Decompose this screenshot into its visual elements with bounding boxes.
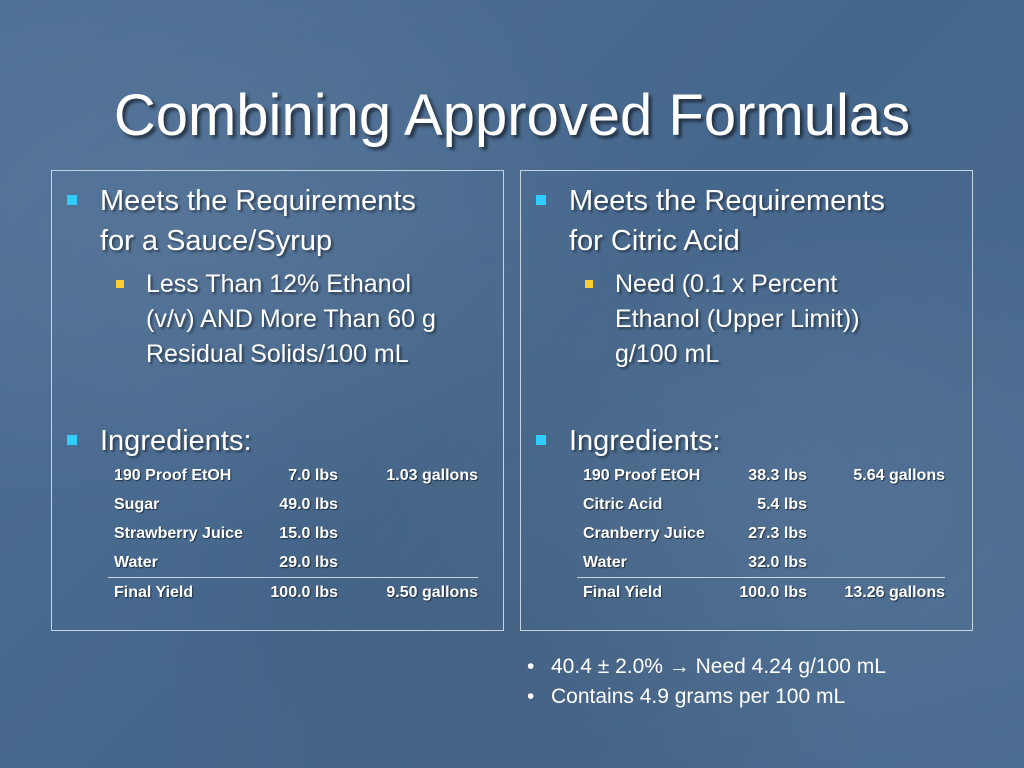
right-sub-line-3: g/100 mL — [615, 340, 720, 368]
left-heading — [100, 181, 416, 261]
square-bullet-icon — [536, 195, 546, 205]
ingredient-volume — [807, 519, 945, 548]
ingredient-volume: 13.26 gallons — [807, 578, 945, 608]
ingredient-name: Cranberry Juice — [583, 524, 705, 542]
ingredient-volume — [338, 548, 478, 578]
ingredient-name: Water — [114, 553, 158, 571]
ingredient-weight: 38.3 lbs — [748, 466, 807, 484]
ingredient-volume — [338, 519, 478, 548]
ingredient-volume — [338, 490, 478, 519]
ingredient-weight: 15.0 lbs — [279, 524, 338, 542]
ingredient-weight: 29.0 lbs — [279, 553, 338, 571]
right-subpoint — [615, 267, 860, 372]
table-row — [108, 519, 478, 548]
ingredient-name: Final Yield — [577, 578, 727, 608]
note-text: Contains 4.9 grams per 100 mL — [551, 685, 846, 708]
table-row — [577, 548, 945, 578]
ingredient-weight: 32.0 lbs — [748, 553, 807, 571]
right-ingredients-label: Ingredients: — [569, 425, 721, 457]
left-sub-line-2: (v/v) AND More Than 60 g — [146, 305, 436, 333]
table-row-final-yield — [577, 578, 945, 608]
right-ingredients-heading — [569, 421, 721, 461]
square-bullet-icon — [116, 280, 124, 288]
table-row — [108, 548, 478, 578]
bullet-dot-icon: • — [527, 685, 535, 708]
notes-list — [522, 652, 886, 712]
ingredient-volume: 9.50 gallons — [338, 578, 478, 608]
ingredient-name: Water — [583, 553, 627, 571]
left-subpoint — [146, 267, 436, 372]
left-panel — [51, 170, 504, 631]
ingredient-weight: 100.0 lbs — [258, 578, 338, 608]
ingredient-name: 190 Proof EtOH — [583, 466, 701, 484]
right-sub-line-2: Ethanol (Upper Limit)) — [615, 305, 860, 333]
ingredient-name: Strawberry Juice — [114, 524, 243, 542]
table-row — [577, 461, 945, 490]
ingredient-volume — [807, 490, 945, 519]
table-row — [108, 461, 478, 490]
note-item — [522, 652, 886, 682]
right-heading-line-1: Meets the Requirements — [569, 185, 885, 217]
note-text: 40.4 ± 2.0% → Need 4.24 g/100 mL — [551, 655, 886, 678]
ingredient-volume — [807, 548, 945, 578]
ingredient-weight: 5.4 lbs — [757, 495, 807, 513]
ingredient-weight: 100.0 lbs — [727, 578, 807, 608]
left-sub-line-3: Residual Solids/100 mL — [146, 340, 409, 368]
right-sub-line-1: Need (0.1 x Percent — [615, 270, 838, 298]
table-row — [577, 490, 945, 519]
ingredient-name: Sugar — [114, 495, 160, 513]
table-row — [577, 519, 945, 548]
left-heading-line-2: for a Sauce/Syrup — [100, 225, 333, 257]
right-heading-line-2: for Citric Acid — [569, 225, 740, 257]
right-heading — [569, 181, 885, 261]
square-bullet-icon — [67, 435, 77, 445]
left-sub-line-1: Less Than 12% Ethanol — [146, 270, 412, 298]
square-bullet-icon — [67, 195, 77, 205]
table-row — [108, 490, 478, 519]
ingredient-name: Final Yield — [108, 578, 258, 608]
ingredient-weight: 49.0 lbs — [279, 495, 338, 513]
right-ingredients-table — [577, 461, 945, 607]
square-bullet-icon — [585, 280, 593, 288]
ingredient-weight: 27.3 lbs — [748, 524, 807, 542]
left-ingredients-table — [108, 461, 478, 607]
right-panel — [520, 170, 973, 631]
ingredient-name: 190 Proof EtOH — [114, 466, 232, 484]
ingredient-name: Citric Acid — [583, 495, 663, 513]
table-row-final-yield — [108, 578, 478, 608]
left-ingredients-heading — [100, 421, 252, 461]
square-bullet-icon — [536, 435, 546, 445]
slide-title: Combining Approved Formulas — [113, 83, 911, 148]
note-item — [522, 682, 886, 712]
ingredient-volume: 5.64 gallons — [853, 466, 945, 484]
bullet-dot-icon: • — [527, 655, 535, 678]
left-ingredients-label: Ingredients: — [100, 425, 252, 457]
ingredient-weight: 7.0 lbs — [288, 466, 338, 484]
ingredient-volume: 1.03 gallons — [386, 466, 478, 484]
left-heading-line-1: Meets the Requirements — [100, 185, 416, 217]
